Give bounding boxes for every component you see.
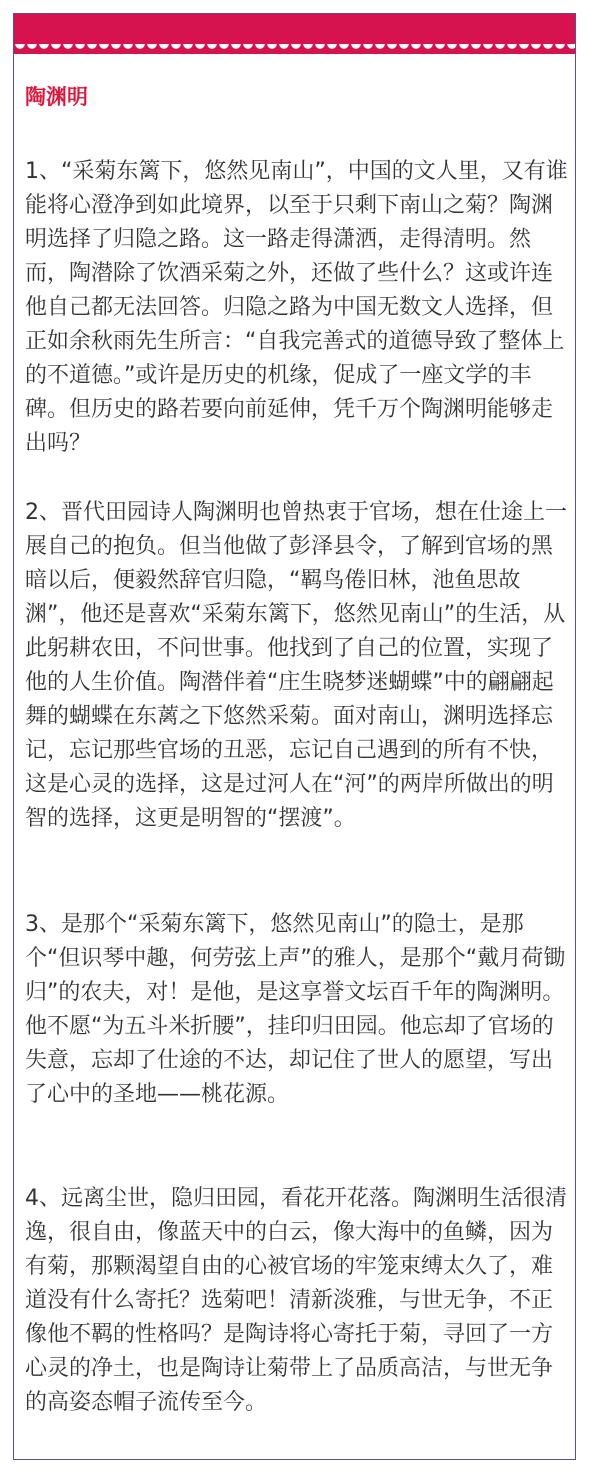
paragraph-3: 3、是那个“采菊东篱下，悠然见南山”的隐士，是那个“但识琴中趣，何劳弦上声”的雅人，是那个“戴月荷锄归”的农夫，对！是他，是这享誉文坛百千年的陶渊明。他不愿“为五斗米折腰”，挂印归田园。他忘却了官场的失意，忘却了仕途的不达，却记住了世人的愿望，写出了心中的圣地——桃花源。	[25, 912, 566, 1107]
article-title: 陶渊明	[25, 85, 88, 109]
paragraph-2: 2、晋代田园诗人陶渊明也曾热衷于官场，想在仕途上一展自己的抱负。但当他做了彭泽县令，了解到官场的黑暗以后，便毅然辞官归隐，“羁鸟倦旧林，池鱼思故渊”，他还是喜欢“采菊东篱下，悠然见南山”的生活，从此躬耕农田，不问世事。他找到了自己的位置，实现了他的人生价值。陶潜伴着“庄生晓梦迷蝴蝶”中的翩翩起舞的蝴蝶在东蓠之下悠然采菊。面对南山，渊明选择忘记，忘记那些官场的丑恶，忘记自己遇到的所有不快，这是心灵的选择，这是过河人在“河”的两岸所做出的明智的选择，这更是明智的“摆渡”。	[25, 500, 567, 831]
paragraph-1: 1、“采菊东篱下，悠然见南山”，中国的文人里，又有谁能将心澄净到如此境界，以至于只剩下南山之菊？陶渊明选择了归隐之路。这一路走得潇洒，走得清明。然而，陶潜除了饮酒采菊之外，还做了些什么？这或许连他自己都无法回答。归隐之路为中国无数文人选择，但正如余秋雨先生所言：“自我完善式的道德导致了整体上的不道德。”或许是历史的机缘，促成了一座文学的丰碑。但历史的路若要向前延伸，凭千万个陶渊明能够走出吗？	[25, 159, 568, 456]
paragraph-4: 4、远离尘世，隐归田园，看花开花落。陶渊明生活很清逸，很自由，像蓝天中的白云，像大海中的鱼鳞，因为有菊，那颗渴望自由的心被官场的牢笼束缚太久了，难道没有什么寄托？选菊吧！清新淡雅，与世无争，不正像他不羁的性格吗？是陶诗将心寄托于菊，寻回了一方心灵的净土，也是陶诗让菊带上了品质高洁，与世无争的高姿态帽子流传至今。	[25, 1186, 567, 1415]
article-card	[13, 13, 576, 1460]
scalloped-edge	[14, 44, 575, 58]
